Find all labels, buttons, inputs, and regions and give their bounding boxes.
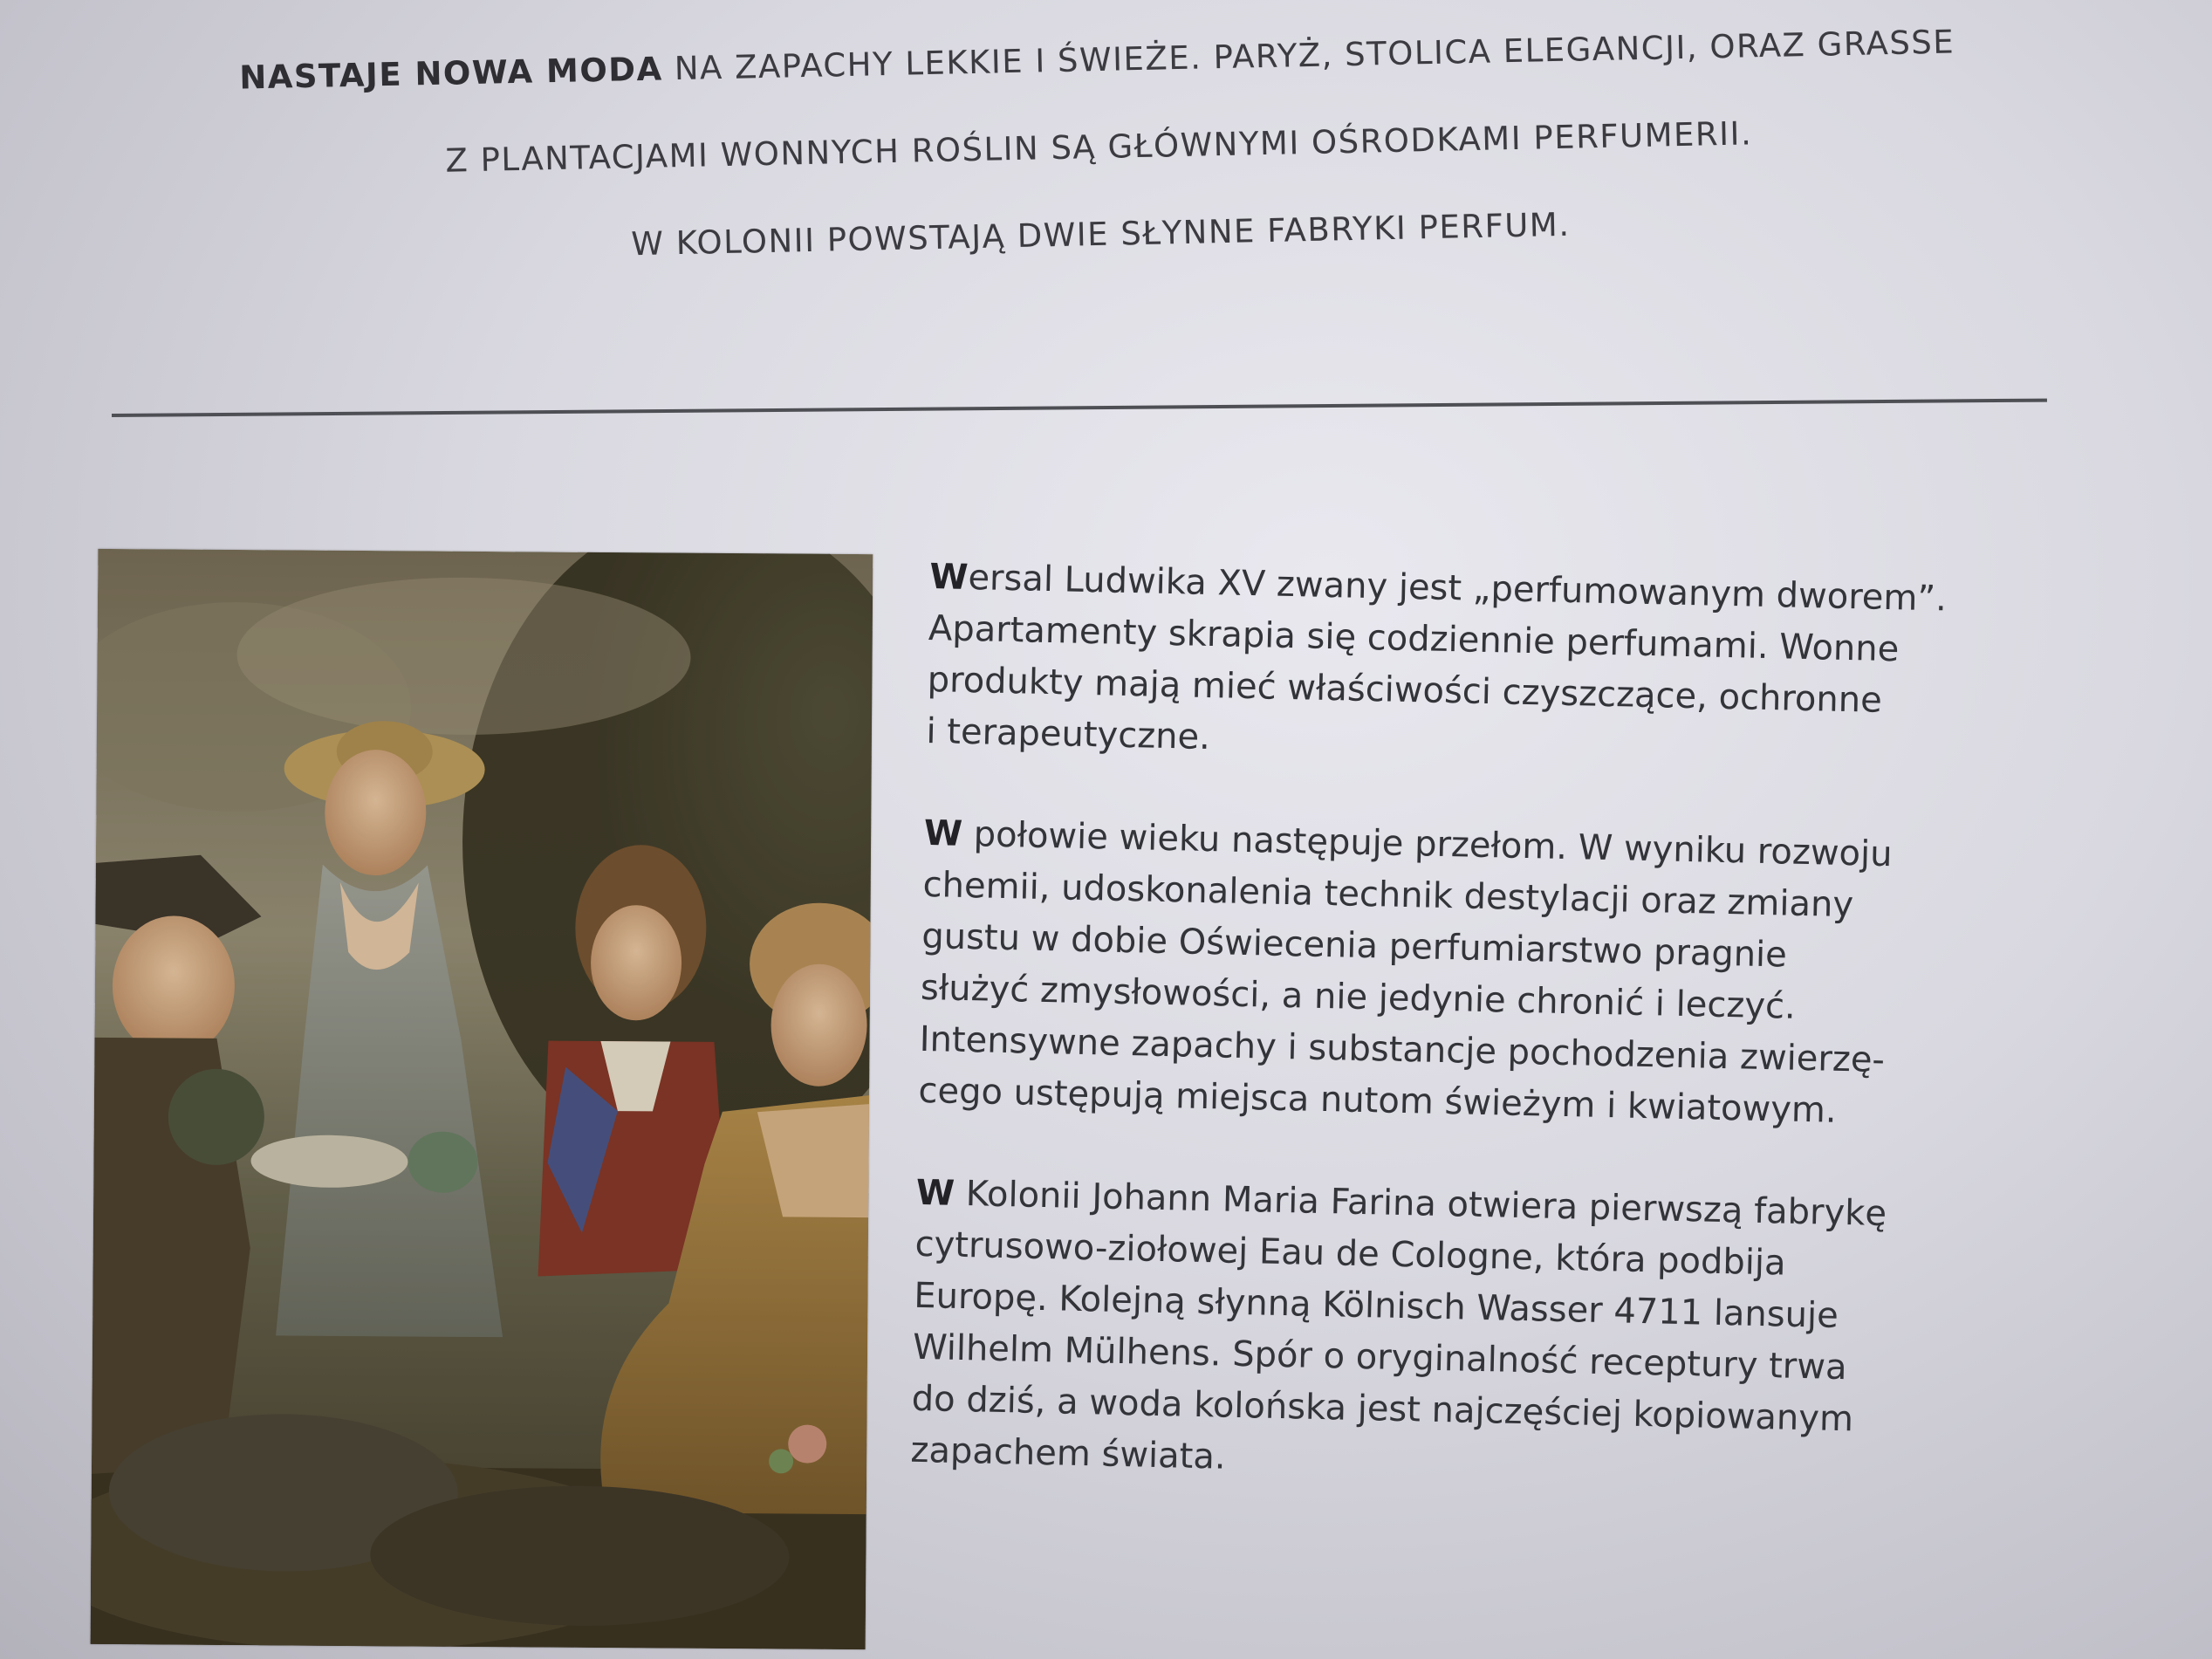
intro-line-3: W KOLONII POWSTAJĄ DWIE SŁYNNE FABRYKI PERFUM. — [630, 205, 1571, 264]
divider-rule — [112, 399, 2047, 417]
paragraph-line: Europę. Kolejną słynną Kölnisch Wasser 4711 lansuje — [913, 1275, 1839, 1336]
painting-illustration — [91, 549, 873, 1649]
intro-line-1 — [102, 23, 2092, 97]
paragraph-line: chemii, udoskonalenia technik destylacji oraz zmiany — [922, 864, 1854, 926]
paragraph-line: gustu w dobie Oświecenia perfumiarstwo pragnie — [921, 915, 1788, 976]
paragraph-line: do dziś, a woda kolońska jest najczęściej kopiowanym — [911, 1378, 1854, 1440]
paragraph-initial: W — [928, 556, 969, 598]
paragraph-line: Wersal Ludwika XV zwany jest „perfumowanym dworem”. — [928, 556, 1948, 620]
paragraph-line: i terapeutyczne. — [926, 710, 1211, 758]
paragraph-line: W połowie wieku następuje przełom. W wyniku rozwoju — [923, 812, 1893, 875]
paragraph-line: produkty mają mieć właściwości czyszczące, ochronne — [927, 659, 1883, 721]
paragraph-line: zapachem świata. — [910, 1429, 1227, 1477]
paragraph-line: cytrusowo-ziołowej Eau de Cologne, która podbija — [914, 1224, 1787, 1284]
intro-line-1-rest: NA ZAPACHY LEKKIE I ŚWIEŻE. PARYŻ, STOLICA ELEGANCJI, ORAZ GRASSE — [662, 23, 1955, 88]
paragraph-initial: W — [923, 812, 963, 854]
paragraph-line: Apartamenty skrapia się codziennie perfumami. Wonne — [928, 607, 1900, 670]
body-text-column — [909, 552, 2082, 1553]
paragraph-line: cego ustępują miejsca nutom świeżym i kwiatowym. — [918, 1070, 1838, 1131]
paragraph-mid-century — [918, 808, 2076, 1142]
paragraph-cologne — [910, 1168, 2068, 1502]
paragraph-line: służyć zmysłowości, a nie jedynie chronić i leczyć. — [920, 967, 1797, 1027]
paragraph-versailles — [926, 552, 2082, 783]
rococo-painting-image — [91, 549, 873, 1649]
intro-lead-bold: NASTAJE NOWA MODA — [238, 50, 664, 97]
intro-block — [102, 23, 2097, 326]
paragraph-line: W Kolonii Johann Maria Farina otwiera pierwszą fabrykę — [915, 1172, 1887, 1235]
paragraph-line: Wilhelm Mülhens. Spór o oryginalność receptury trwa — [912, 1327, 1848, 1388]
paragraph-line: Intensywne zapachy i substancje pochodzenia zwierzę- — [919, 1018, 1886, 1080]
paragraph-initial: W — [915, 1172, 955, 1214]
intro-line-2: Z PLANTACJAMI WONNYCH ROŚLIN SĄ GŁÓWNYMI OŚRODKAMI PERFUMERII. — [445, 114, 1753, 180]
